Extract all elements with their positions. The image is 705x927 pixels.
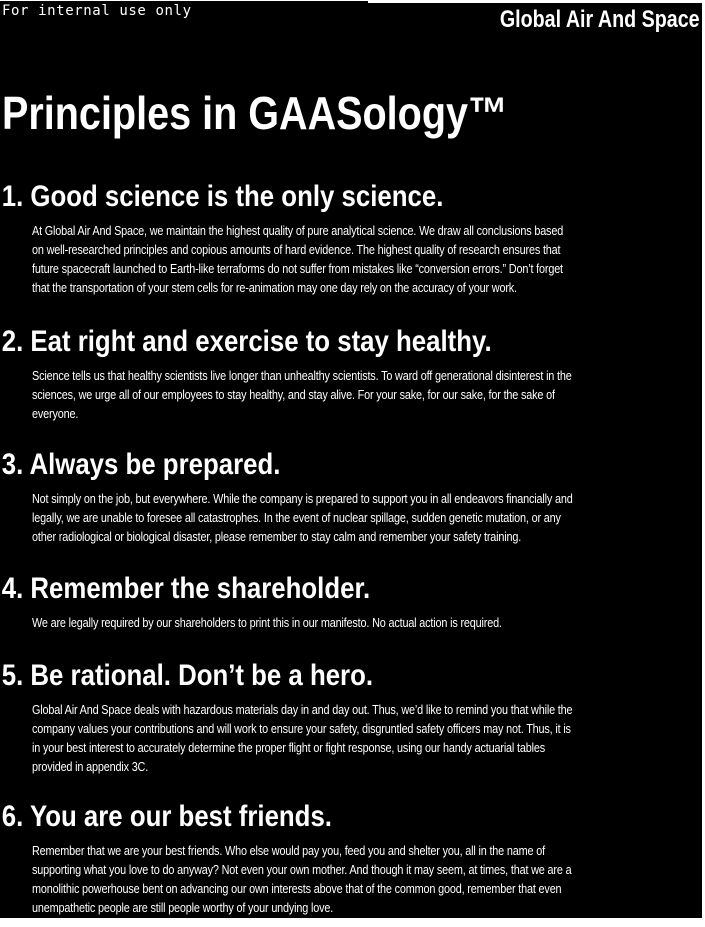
body-line: company values your contributions and will work to ensure your safety, disgruntled safety officers may not. Thus, it is bbox=[32, 721, 571, 736]
body-line: that the transportation of your stem cells for re-animation may one day rely on the accuracy of your work. bbox=[32, 280, 517, 295]
body-line: other radiological or biological disaster, please remember to stay calm and remember your safety training. bbox=[32, 529, 522, 544]
principle-body bbox=[32, 489, 700, 546]
principle-body bbox=[32, 366, 700, 423]
body-line: future spacecraft launched to Earth-like terraforms do not suffer from mistakes like “conversion errors.” Don’t forget bbox=[32, 261, 563, 276]
principle-3 bbox=[0, 447, 702, 546]
principle-heading: 3. Always be prepared. bbox=[1, 448, 281, 481]
principle-5 bbox=[0, 658, 702, 776]
principle-body bbox=[32, 613, 700, 632]
body-line: Science tells us that healthy scientists live longer than unhealthy scientists. To ward off generational disinterest in the bbox=[32, 368, 572, 383]
principle-1 bbox=[0, 179, 702, 297]
body-line: supporting what you love to do anyway? Not even your own mother. And though it may seem, at times, that we are a bbox=[32, 862, 572, 877]
body-line: unempathetic people are still people worthy of your undying love. bbox=[32, 900, 334, 915]
principle-heading: 2. Eat right and exercise to stay healthy. bbox=[1, 325, 492, 358]
document-panel bbox=[0, 1, 702, 918]
principle-heading: 1. Good science is the only science. bbox=[1, 180, 444, 213]
body-line: monolithic powerhouse bent on advancing our own interests above that of the common good, remember that even bbox=[32, 881, 562, 896]
body-line: everyone. bbox=[32, 406, 79, 421]
principle-heading: 4. Remember the shareholder. bbox=[1, 572, 371, 605]
body-line: sciences, we urge all of our employees to stay healthy, and stay alive. For your sake, for our sake, for the sake of bbox=[32, 387, 555, 402]
principle-body bbox=[32, 221, 700, 297]
top-border-strip bbox=[368, 1, 702, 3]
body-line: Not simply on the job, but everywhere. While the company is prepared to support you in all endeavors financially and bbox=[32, 491, 573, 506]
internal-use-note: For internal use only bbox=[2, 3, 192, 19]
body-line: At Global Air And Space, we maintain the highest quality of pure analytical science. We draw all conclusions based bbox=[32, 223, 564, 238]
principle-body bbox=[32, 841, 700, 917]
body-line: Remember that we are your best friends. Who else would pay you, feed you and shelter you, all in the name of bbox=[32, 843, 545, 858]
body-line: provided in appendix 3C. bbox=[32, 759, 149, 774]
body-line: on well-researched principles and copious amounts of hard evidence. The highest quality of research ensures that bbox=[32, 242, 561, 257]
brand-name: Global Air And Space bbox=[500, 6, 700, 33]
principle-heading: 5. Be rational. Don’t be a hero. bbox=[1, 659, 374, 692]
body-line: in your best interest to accurately determine the proper flight or fight response, using our handy actuarial tables bbox=[32, 740, 545, 755]
principle-heading: 6. You are our best friends. bbox=[1, 800, 332, 833]
principle-4 bbox=[0, 571, 702, 632]
principle-body bbox=[32, 700, 700, 776]
body-line: legally, we are unable to foresee all catastrophes. In the event of nuclear spillage, sudden genetic mutation, or any bbox=[32, 510, 561, 525]
principle-6 bbox=[0, 799, 702, 917]
body-line: We are legally required by our shareholders to print this in our manifesto. No actual action is required. bbox=[32, 615, 502, 630]
body-line: Global Air And Space deals with hazardous materials day in and day out. Thus, we’d like to remind you that while the bbox=[32, 702, 573, 717]
page-title: Principles in GAASology™ bbox=[2, 87, 508, 139]
principle-2 bbox=[0, 324, 702, 423]
